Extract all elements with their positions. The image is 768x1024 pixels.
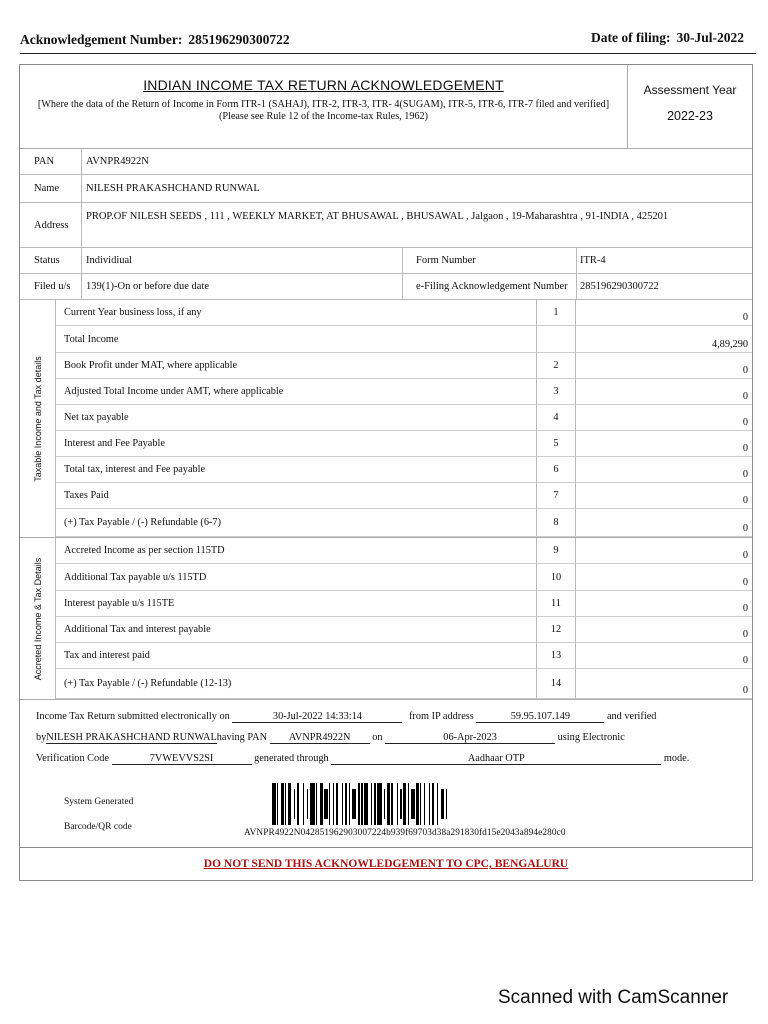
status-value: Individiual xyxy=(86,255,133,266)
barcode-bar xyxy=(447,783,450,825)
table-row xyxy=(56,326,752,353)
submitted-on-value: 30-Jul-2022 14:33:14 xyxy=(232,711,402,723)
row-number: 8 xyxy=(536,509,576,536)
row-number: 11 xyxy=(536,591,576,616)
table-row xyxy=(56,509,752,537)
verification-text: generated through xyxy=(254,753,329,764)
verification-text: mode. xyxy=(663,753,690,764)
address-label: Address xyxy=(20,203,82,247)
form-title-block xyxy=(20,65,628,149)
verification-text: on xyxy=(372,732,383,743)
row-number: 14 xyxy=(536,669,576,698)
table-row xyxy=(56,300,752,326)
warning-row xyxy=(20,847,752,880)
status-label: Status xyxy=(20,248,82,273)
verification-text: Verification Code xyxy=(36,753,109,764)
row-amount: 0 xyxy=(742,577,748,588)
verification-text: by xyxy=(36,732,47,743)
row-description: Adjusted Total Income under AMT, where applicable xyxy=(64,386,284,397)
row-amount: 0 xyxy=(742,365,748,376)
accreted-side-label-cell xyxy=(20,538,56,699)
verification-line-3 xyxy=(36,753,689,765)
row-number: 13 xyxy=(536,643,576,668)
address-row xyxy=(20,203,752,248)
verified-pan-value: AVNPR4922N xyxy=(270,732,370,744)
top-line xyxy=(20,28,756,54)
row-number: 3 xyxy=(536,379,576,404)
row-number: 10 xyxy=(536,564,576,590)
row-number: 12 xyxy=(536,617,576,642)
filed-value: 139(1)-On or before due date xyxy=(86,281,210,292)
date-label: Date of filing: xyxy=(591,30,671,45)
row-amount: 0 xyxy=(742,443,748,454)
row-description: Interest and Fee Payable xyxy=(64,438,165,449)
row-number: 1 xyxy=(536,300,576,325)
row-amount: 0 xyxy=(742,312,748,323)
row-description: (+) Tax Payable / (-) Refundable (6-7) xyxy=(64,517,222,528)
row-number: 9 xyxy=(536,538,576,563)
address-value: PROP.OF NILESH SEEDS , 111 , WEEKLY MARKET, AT BHUSAWAL , BHUSAWAL , Jalgaon , 19-Maharashtra , 91-INDIA , 425201 xyxy=(86,211,669,222)
table-row xyxy=(56,353,752,379)
row-description: Taxes Paid xyxy=(64,490,109,501)
acknowledgement-sheet xyxy=(19,64,753,881)
divider xyxy=(576,248,577,273)
filed-label: Filed u/s xyxy=(20,274,82,299)
barcode-label-2: Barcode/QR code xyxy=(64,822,132,832)
verification-text: using Electronic xyxy=(557,732,625,743)
row-description: Interest payable u/s 115TE xyxy=(64,598,175,609)
form-subtitle: [Where the data of the Return of Income in Form ITR-1 (SAHAJ), ITR-2, ITR-3, ITR- 4(SUGAM), ITR-5, ITR-6, ITR-7 filed and verified] xyxy=(37,99,610,110)
verification-method-value: Aadhaar OTP xyxy=(331,753,661,765)
row-number: 2 xyxy=(536,353,576,378)
assessment-year-block xyxy=(628,65,752,149)
row-description: Additional Tax and interest payable xyxy=(64,624,211,635)
table-row xyxy=(56,457,752,483)
taxable-side-label: Taxable Income and Tax details xyxy=(32,355,43,482)
verified-by-value: NILESH PRAKASHCHAND RUNWAL xyxy=(46,732,217,743)
name-label: Name xyxy=(20,175,82,202)
efiling-number: 285196290300722 xyxy=(580,281,659,292)
row-number xyxy=(536,326,576,352)
taxable-side-label-cell xyxy=(20,300,56,537)
row-description: Current Year business loss, if any xyxy=(64,307,202,318)
name-row xyxy=(20,175,752,203)
table-row xyxy=(56,431,752,457)
row-amount: 0 xyxy=(742,629,748,640)
verification-text: from IP address xyxy=(408,711,474,722)
pan-row xyxy=(20,149,752,175)
accreted-side-label: Accreted Income & Tax Details xyxy=(32,557,43,680)
table-row xyxy=(56,564,752,591)
ip-address-value: 59.95.107.149 xyxy=(476,711,604,723)
pan-value: AVNPR4922N xyxy=(86,156,149,167)
table-row xyxy=(56,617,752,643)
row-description: Total Income xyxy=(64,333,119,345)
form-title: INDIAN INCOME TAX RETURN ACKNOWLEDGEMENT xyxy=(143,77,504,93)
form-number-label: Form Number xyxy=(416,255,476,266)
row-amount: 0 xyxy=(742,550,748,561)
evc-value: 7VWEVVS2SI xyxy=(112,753,252,765)
row-amount: 0 xyxy=(742,417,748,428)
verification-text: Income Tax Return submitted electronically on xyxy=(36,711,230,722)
row-description: Book Profit under MAT, where applicable xyxy=(64,360,238,371)
table-row xyxy=(56,669,752,699)
table-row xyxy=(56,405,752,431)
row-description: Tax and interest paid xyxy=(64,650,150,661)
row-amount: 0 xyxy=(742,391,748,402)
row-number: 6 xyxy=(536,457,576,482)
table-row xyxy=(56,538,752,564)
rule-note: (Please see Rule 12 of the Income-tax Rules, 1962) xyxy=(218,111,429,122)
row-description: (+) Tax Payable / (-) Refundable (12-13) xyxy=(64,678,232,689)
accreted-section xyxy=(20,537,752,700)
row-number: 4 xyxy=(536,405,576,430)
form-number-value: ITR-4 xyxy=(580,255,606,266)
filed-row xyxy=(20,274,752,300)
date-of-filing-header xyxy=(591,30,744,46)
ack-label: Acknowledgement Number: xyxy=(20,32,183,47)
ack-number: 285196290300722 xyxy=(188,32,290,47)
row-description: Net tax payable xyxy=(64,412,129,423)
verification-text: and verified xyxy=(606,711,657,722)
row-amount: 0 xyxy=(742,655,748,666)
row-amount: 4,89,290 xyxy=(711,339,748,350)
divider xyxy=(402,248,403,273)
verification-line-1 xyxy=(36,711,656,723)
acknowledgement-number-header xyxy=(20,32,290,48)
barcode-image xyxy=(272,783,494,825)
efiling-label: e-Filing Acknowledgement Number xyxy=(416,281,568,292)
warning-text: DO NOT SEND THIS ACKNOWLEDGEMENT TO CPC, BENGALURU xyxy=(203,858,569,870)
verification-block xyxy=(20,705,752,775)
status-row xyxy=(20,248,752,274)
name-value: NILESH PRAKASHCHAND RUNWAL xyxy=(86,183,260,194)
verification-text: having PAN xyxy=(216,732,268,743)
divider xyxy=(402,274,403,299)
divider xyxy=(576,274,577,299)
form-header xyxy=(20,65,752,149)
assessment-year-label: Assessment Year xyxy=(643,83,737,97)
verification-line-2 xyxy=(36,732,625,744)
barcode-label-1: System Generated xyxy=(64,797,134,807)
table-row xyxy=(56,379,752,405)
verified-on-value: 06-Apr-2023 xyxy=(385,732,555,744)
table-row xyxy=(56,483,752,509)
date-value: 30-Jul-2022 xyxy=(676,30,744,45)
row-number: 7 xyxy=(536,483,576,508)
row-amount: 0 xyxy=(742,603,748,614)
row-amount: 0 xyxy=(742,685,748,696)
camscanner-watermark: Scanned with CamScanner xyxy=(498,987,729,1008)
table-row xyxy=(56,643,752,669)
row-description: Additional Tax payable u/s 115TD xyxy=(64,571,207,583)
assessment-year-value: 2022-23 xyxy=(667,109,713,123)
pan-label: PAN xyxy=(20,149,82,174)
row-description: Accreted Income as per section 115TD xyxy=(64,545,225,556)
barcode-text: AVNPR4922N04285196290300722​4b939f69703d38a291830fd15e2043a894e280c0 xyxy=(244,828,566,838)
row-description: Total tax, interest and Fee payable xyxy=(64,464,206,475)
row-amount: 0 xyxy=(742,523,748,534)
row-amount: 0 xyxy=(742,495,748,506)
row-amount: 0 xyxy=(742,469,748,480)
row-number: 5 xyxy=(536,431,576,456)
taxable-section xyxy=(20,300,752,537)
table-row xyxy=(56,591,752,617)
